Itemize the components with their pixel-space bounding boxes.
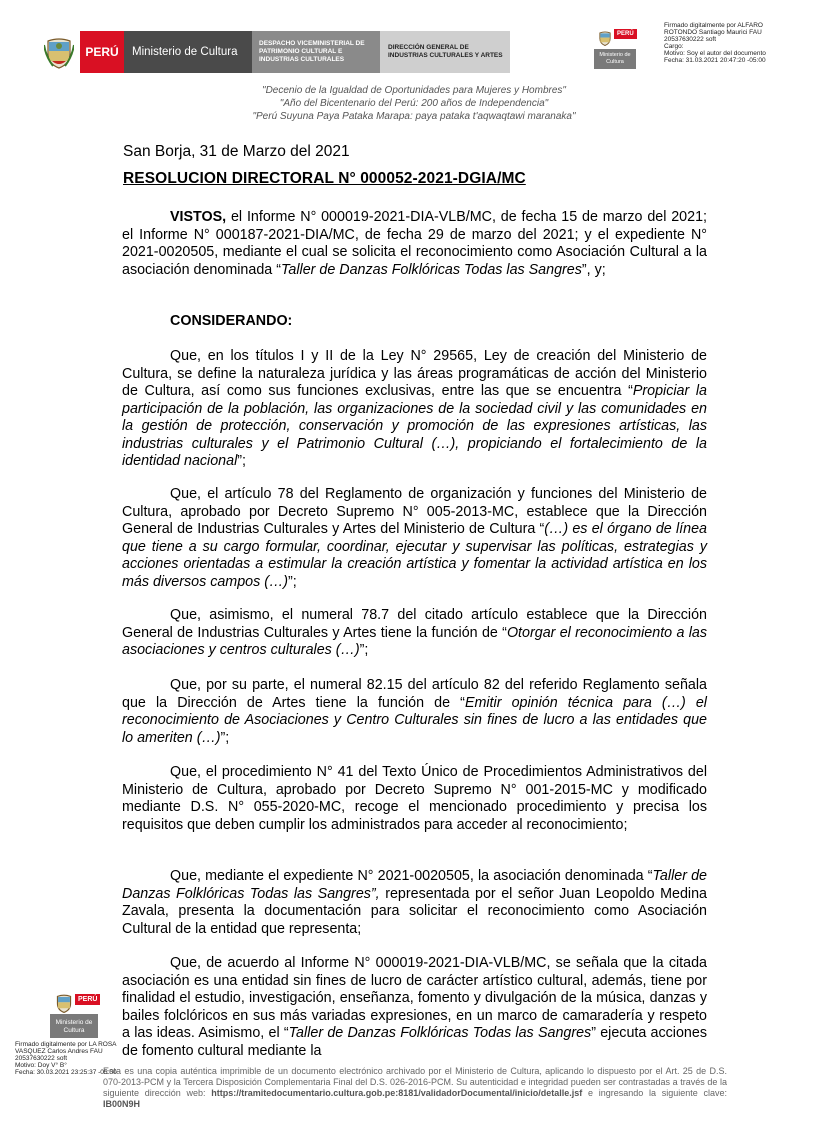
considerando-paragraph-6 xyxy=(122,868,707,938)
considerando-paragraph-2 xyxy=(122,486,707,591)
paragraph-indent xyxy=(122,348,170,364)
paragraph-indent xyxy=(122,677,170,693)
vistos-label: VISTOS, xyxy=(170,209,227,225)
footer-text: e ingresando la siguiente clave: xyxy=(582,1088,727,1098)
footer-text: Esta es una copia auténtica imprimible de un documento electrónico archivado por el Ministerio de Cultura, aplicando lo dispuesto por el Art. 25 de D.S. 070-2013-PCM y la Tercera Disposición Complementaria Final del D.S. 026-2016-PCM. Su autenticidad e integridad pueden ser contrastadas a través de la siguiente dirección web: xyxy=(103,1066,727,1098)
official-year-quotes xyxy=(0,84,828,123)
paragraph-italic: Taller de Danzas Folklóricas Todas las Sangres xyxy=(280,261,582,278)
paragraph-text: Que, por su parte, el numeral 82.15 del artículo 82 del referido Reglamento señala que la Dirección de Artes tiene la función de “ xyxy=(122,677,707,711)
paragraph-italic: Taller de Danzas Folklóricas Todas las Sangres xyxy=(288,1025,592,1041)
document-date: San Borja, 31 de Marzo del 2021 xyxy=(123,143,350,160)
signature-ministry-logo: Ministerio de Cultura xyxy=(50,1014,98,1038)
signature-emblem-icon xyxy=(598,30,612,47)
signature-emblem-icon xyxy=(55,994,73,1013)
paragraph-text: ” ejecuta acciones de fomento cultural mediante la xyxy=(122,1025,707,1059)
vistos-paragraph xyxy=(122,209,707,279)
considerando-paragraph-3 xyxy=(122,607,707,660)
quote-line: "Decenio de la Igualdad de Oportunidades para Mujeres y Hombres" xyxy=(262,85,566,96)
paragraph-text: ”; xyxy=(359,642,369,658)
validation-key: IB00N9H xyxy=(103,1099,141,1109)
signature-peru-logo: PERÚ xyxy=(75,994,100,1005)
signature-ministry-logo: Ministerio de Cultura xyxy=(594,49,636,69)
considerando-paragraph-7 xyxy=(122,955,707,1060)
considerando-heading: CONSIDERANDO: xyxy=(170,313,293,329)
validation-link[interactable]: https://tramitedocumentario.cultura.gob.pe:8181/validadorDocumental/inicio/detalle.jsf xyxy=(211,1088,583,1098)
signature-bottom-text: Firmado digitalmente por LA ROSA VASQUEZ Carlos Andres FAU 20537630222 soft Motivo: Doy V° B° Fecha: 30.03.2021 23:25:37 -05:00 xyxy=(15,1041,117,1076)
paragraph-indent xyxy=(122,868,170,884)
peru-logo: PERÚ xyxy=(80,31,124,73)
direccion-label: DIRECCIÓN GENERAL DE INDUSTRIAS CULTURALES Y ARTES xyxy=(380,31,510,73)
paragraph-text: ”; xyxy=(237,453,246,469)
paragraph-italic: Propiciar la participación de la población, las organizaciones de la sociedad civil y las comunidades en la gestión de protección, conservación y promoción de las expresiones artísticas, las industrias culturales y el Patrimonio Cultural (…), propiciando el fortalecimiento de la identidad nacional xyxy=(122,383,707,469)
paragraph-italic: Emitir opinión técnica para (…) el reconocimiento de Asociaciones y Centro Culturales sin fines de lucro a las entidades que lo ameriten (…) xyxy=(122,694,707,746)
signature-peru-logo: PERÚ xyxy=(614,29,637,39)
paragraph-text: el Informe N° 000019-2021-DIA-VLB/MC, de fecha 15 de marzo del 2021; el Informe N° 000187-2021-DIA/MC, de fecha 29 de marzo del 2021; y el expediente N° 2021-0020505, mediante el cual se solicita el reconocimiento como Asociación Cultural a la asociación denominada “ xyxy=(122,209,707,278)
paragraph-indent xyxy=(122,607,170,623)
paragraph-text: ”; xyxy=(288,573,297,590)
considerando-paragraph-1 xyxy=(122,348,707,471)
paragraph-text: representada por el señor Juan Leopoldo Medina Zavala, presenta la documentación para solicitar el reconocimiento como Asociación Cultural de la entidad que representa; xyxy=(122,885,707,937)
paragraph-text: ”; xyxy=(220,729,230,746)
paragraph-text: Que, en los títulos I y II de la Ley N° 29565, Ley de creación del Ministerio de Cultura, se define la naturaleza jurídica y las áreas programáticas de acción del Ministerio de Cultura, así como sus funciones exclusivas, entre las que se encuentra “ xyxy=(122,348,707,399)
ministry-logo: Ministerio de Cultura xyxy=(124,31,252,73)
considerando-paragraph-4 xyxy=(122,677,707,747)
paragraph-text: Que, mediante el expediente N° 2021-0020505, la asociación denominada “ xyxy=(170,868,653,884)
paragraph-indent xyxy=(122,955,170,971)
signature-top-text: Firmado digitalmente por ALFARO ROTONDO Santiago Maurici FAU 20537630222 soft Cargo: Motivo: Soy el autor del documento Fecha: 31.03.2021 20:47:20 -05:00 xyxy=(664,22,766,64)
quote-line: "Año del Bicentenario del Perú: 200 años de Independencia" xyxy=(279,98,549,109)
coat-of-arms-icon xyxy=(44,37,74,69)
paragraph-italic: (…) es el órgano de línea que tiene a su cargo formular, coordinar, ejecutar y supervisar las políticas, estrategias y acciones orientadas a estimular la creación artística y fomentar la actividad artística en los más diversos campos (…) xyxy=(122,521,707,590)
paragraph-indent xyxy=(122,764,170,780)
document-title: RESOLUCION DIRECTORAL N° 000052-2021-DGIA/MC xyxy=(123,170,526,187)
paragraph-italic: Otorgar el reconocimiento a las asociaciones y centros culturales (…) xyxy=(122,624,707,658)
paragraph-text: Que, de acuerdo al Informe N° 000019-2021-DIA-VLB/MC, se señala que la citada asociación es una entidad sin fines de lucro de carácter artístico cultural, además, tiene por finalidad el estudio, investigación, enseñanza, fomento y divulgación de la música, danzas y bailes folclóricos en sus más variadas expresiones, en un marco de camaradería y respeto a las ideas. Asimismo, el “ xyxy=(122,955,707,1041)
despacho-label: DESPACHO VICEMINISTERIAL DE PATRIMONIO CULTURAL E INDUSTRIAS CULTURALES xyxy=(252,31,380,73)
paragraph-text: ”, y; xyxy=(581,261,606,278)
paragraph-italic: Taller de Danzas Folklóricas Todas las Sangres”, xyxy=(122,868,707,902)
paragraph-text: Que, asimismo, el numeral 78.7 del citado artículo establece que la Dirección General de Industrias Culturales y Artes tiene la función de “ xyxy=(122,607,707,641)
paragraph-text: Que, el artículo 78 del Reglamento de organización y funciones del Ministerio de Cultura, aprobado por Decreto Supremo N° 005-2013-MC, establece que la Dirección General de Industrias Culturales y Artes del Ministerio de Cultura “ xyxy=(122,486,707,537)
quote-line: "Perú Suyuna Paya Pataka Marapa: paya pataka t'aqwaqtawi maranaka" xyxy=(252,111,576,122)
paragraph-indent xyxy=(122,486,170,502)
paragraph-indent xyxy=(122,209,170,225)
paragraph-text: Que, el procedimiento N° 41 del Texto Único de Procedimientos Administrativos del Ministerio de Cultura, aprobado por Decreto Supremo N° 001-2015-MC y modificado mediante D.S. N° 055-2020-MC, recoge el mencionado procedimiento y precisa los requisitos que deben cumplir los administrados para acceder al reconocimiento; xyxy=(122,764,707,833)
authenticity-footer xyxy=(103,1066,727,1110)
considerando-paragraph-5 xyxy=(122,764,707,834)
